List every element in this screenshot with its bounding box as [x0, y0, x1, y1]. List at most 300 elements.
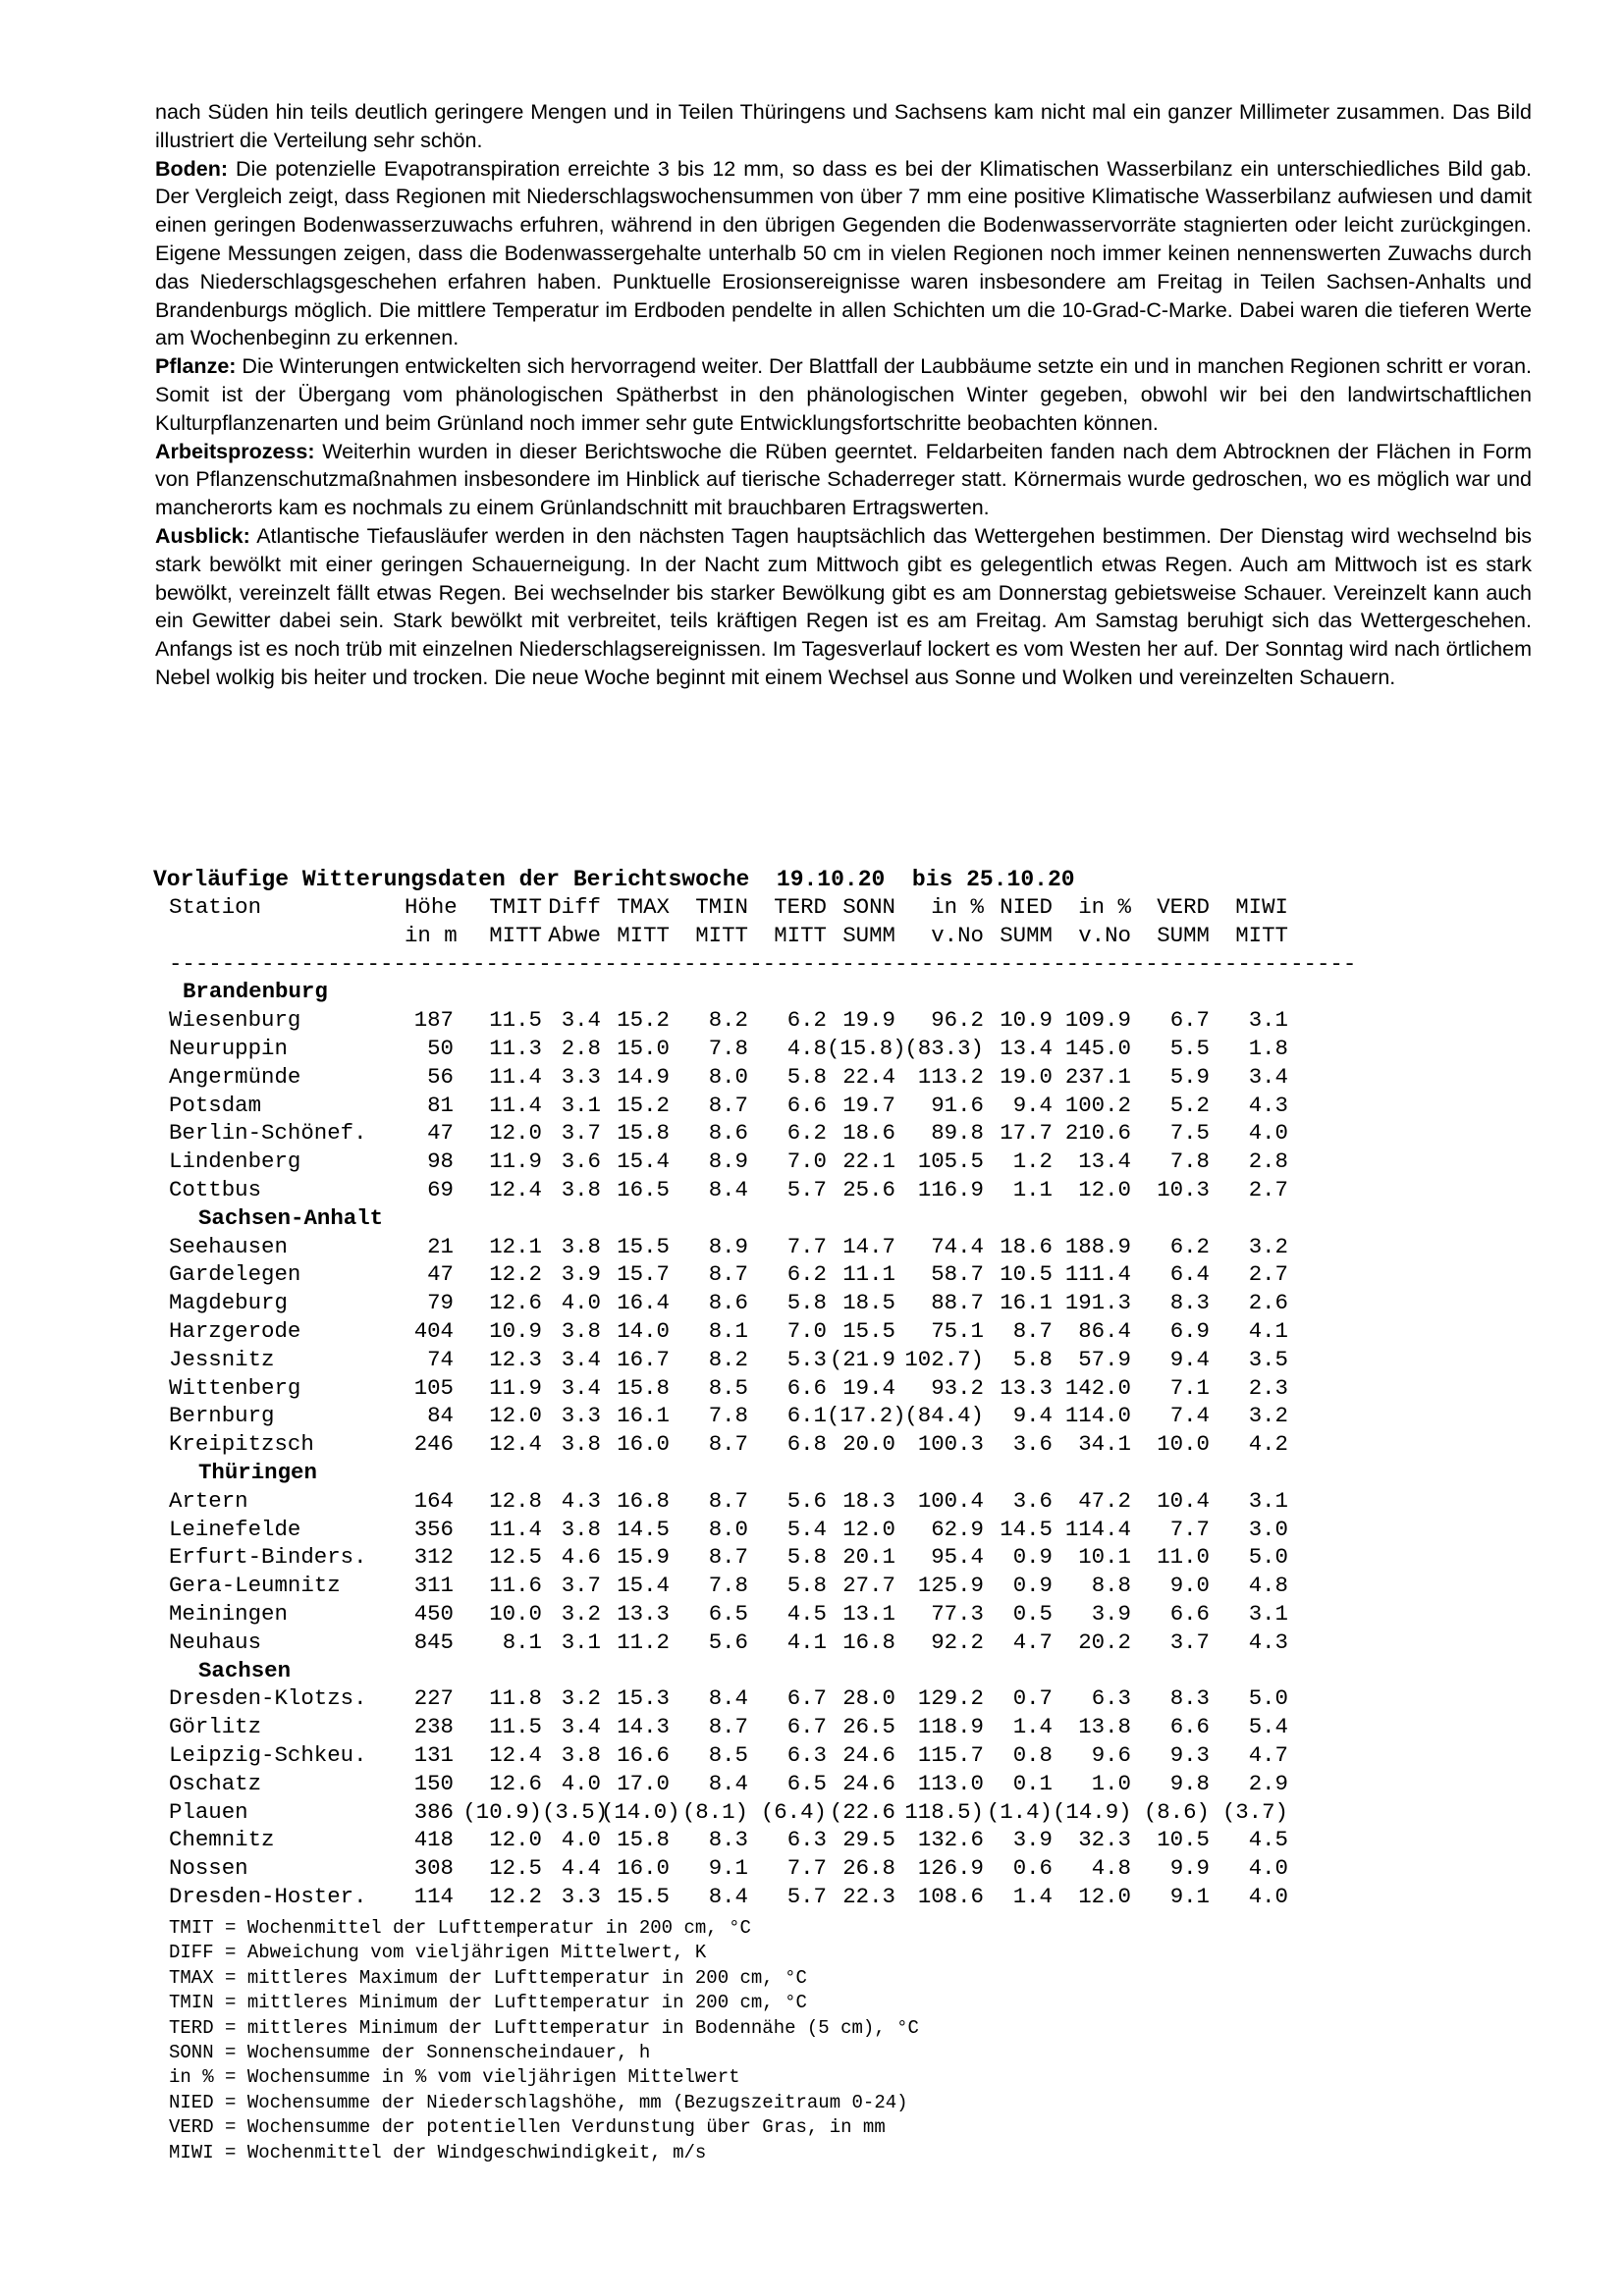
- value-cell: 15.5: [617, 1233, 670, 1259]
- value-cell: 10.0: [489, 1600, 542, 1627]
- value-cell: 19.7: [842, 1092, 895, 1118]
- value-cell: 15.9: [617, 1544, 670, 1571]
- paragraph-label: Arbeitsprozess:: [155, 439, 315, 463]
- value-cell: 14.5: [617, 1516, 670, 1542]
- paragraph-intro: nach Süden hin teils deutlich geringere Mengen und in Teilen Thüringens und Sachsens kam nicht mal ein ganzer Millimeter zusammen. Das Bild illustriert die Verteilung sehr schön.: [155, 100, 1532, 152]
- value-cell: 6.1: [786, 1403, 827, 1429]
- value-cell: 7.8: [708, 1573, 748, 1599]
- station-cell: Wittenberg: [169, 1374, 301, 1401]
- value-cell: 5.9: [1169, 1063, 1210, 1090]
- value-cell: 15.8: [617, 1374, 670, 1401]
- value-cell: 5.7: [786, 1176, 827, 1202]
- group-heading: Brandenburg: [183, 979, 328, 1005]
- value-cell: 142.0: [1064, 1374, 1131, 1401]
- paragraph-label: Boden:: [155, 156, 229, 181]
- value-cell: MIWI: [1235, 894, 1288, 920]
- table-row: [169, 1402, 1356, 1430]
- value-cell: 5.3: [786, 1346, 827, 1372]
- value-cell: 50: [427, 1035, 454, 1061]
- value-cell: (15.8): [827, 1035, 906, 1061]
- value-cell: 22.3: [842, 1883, 895, 1909]
- value-cell: 164: [413, 1487, 454, 1514]
- value-cell: 7.8: [708, 1035, 748, 1061]
- value-cell: 0.1: [1012, 1770, 1053, 1796]
- value-cell: 1.8: [1248, 1035, 1288, 1061]
- value-cell: 62.9: [931, 1516, 984, 1542]
- value-cell: 845: [413, 1629, 454, 1655]
- paragraph-pflanze: Pflanze: Die Winterungen entwickelten sich hervorragend weiter. Der Blattfall der Laubbäume setzte ein und in manchen Regionen schritt er voran. Somit ist der Übergang vom phänologischen Spätherbst in den phänologischen Winter gegeben, obwohl wir bei den landwirtschaftlichen Kulturpflanzenarten und beim Grünland noch immer sehr gute Entwicklungsfortschritte beobachten können.: [155, 354, 1532, 435]
- value-cell: 12.4: [489, 1176, 542, 1202]
- value-cell: 21: [427, 1233, 454, 1259]
- value-cell: 1.4: [1012, 1883, 1053, 1909]
- value-cell: 18.5: [842, 1290, 895, 1316]
- value-cell: MITT: [1235, 922, 1288, 948]
- value-cell: 5.6: [786, 1487, 827, 1514]
- value-cell: (8.1): [681, 1798, 748, 1825]
- value-cell: 3.3: [561, 1883, 601, 1909]
- value-cell: 0.6: [1012, 1855, 1053, 1882]
- station-cell: Potsdam: [169, 1092, 262, 1118]
- value-cell: 75.1: [931, 1317, 984, 1344]
- table-row: [169, 1543, 1356, 1572]
- value-cell: 404: [413, 1317, 454, 1344]
- value-cell: 92.2: [931, 1629, 984, 1655]
- value-cell: 16.4: [617, 1290, 670, 1316]
- value-cell: 3.8: [561, 1741, 601, 1768]
- value-cell: 29.5: [842, 1827, 895, 1853]
- value-cell: 9.1: [1169, 1883, 1210, 1909]
- table-row: [169, 1741, 1356, 1770]
- value-cell: 8.4: [708, 1176, 748, 1202]
- value-cell: 15.5: [842, 1317, 895, 1344]
- value-cell: 102.7): [904, 1346, 984, 1372]
- value-cell: 3.6: [1012, 1487, 1053, 1514]
- value-cell: 28.0: [842, 1685, 895, 1712]
- value-cell: 11.1: [842, 1261, 895, 1288]
- value-cell: 113.2: [917, 1063, 984, 1090]
- value-cell: 145.0: [1064, 1035, 1131, 1061]
- value-cell: 15.4: [617, 1573, 670, 1599]
- value-cell: 5.8: [786, 1290, 827, 1316]
- station-cell: Angermünde: [169, 1063, 301, 1090]
- value-cell: 116.9: [917, 1176, 984, 1202]
- table-row: [169, 1006, 1356, 1035]
- value-cell: 14.0: [617, 1317, 670, 1344]
- value-cell: 12.2: [489, 1883, 542, 1909]
- value-cell: 8.8: [1091, 1573, 1131, 1599]
- value-cell: 89.8: [931, 1120, 984, 1147]
- value-cell: (83.3): [904, 1035, 984, 1061]
- value-cell: in %: [931, 894, 984, 920]
- value-cell: MITT: [774, 922, 827, 948]
- value-cell: 9.4: [1012, 1092, 1053, 1118]
- value-cell: 356: [413, 1516, 454, 1542]
- station-cell: Harzgerode: [169, 1317, 301, 1344]
- value-cell: 5.8: [786, 1544, 827, 1571]
- value-cell: 14.7: [842, 1233, 895, 1259]
- table-row: [169, 1035, 1356, 1063]
- value-cell: 6.5: [708, 1600, 748, 1627]
- value-cell: 11.4: [489, 1063, 542, 1090]
- value-cell: 12.0: [1078, 1176, 1131, 1202]
- legend-line: NIED = Wochensumme der Niederschlagshöhe, mm (Bezugszeitraum 0-24): [169, 2091, 908, 2113]
- value-cell: 8.4: [708, 1685, 748, 1712]
- value-cell: 6.6: [786, 1374, 827, 1401]
- value-cell: 12.4: [489, 1431, 542, 1458]
- station-cell: Wiesenburg: [169, 1007, 301, 1034]
- value-cell: 3.3: [561, 1403, 601, 1429]
- value-cell: 8.5: [708, 1741, 748, 1768]
- value-cell: 13.8: [1078, 1714, 1131, 1740]
- value-cell: 118.5): [904, 1798, 984, 1825]
- value-cell: 9.1: [708, 1855, 748, 1882]
- station-cell: Oschatz: [169, 1770, 262, 1796]
- value-cell: 20.0: [842, 1431, 895, 1458]
- value-cell: 16.5: [617, 1176, 670, 1202]
- value-cell: 6.6: [786, 1092, 827, 1118]
- value-cell: TERD: [774, 894, 827, 920]
- value-cell: 187: [413, 1007, 454, 1034]
- station-cell: Kreipitzsch: [169, 1431, 314, 1458]
- value-cell: 5.7: [786, 1883, 827, 1909]
- value-cell: 4.0: [1248, 1120, 1288, 1147]
- value-cell: 8.2: [708, 1346, 748, 1372]
- value-cell: 188.9: [1064, 1233, 1131, 1259]
- station-cell: Cottbus: [169, 1176, 262, 1202]
- table-row: [169, 1487, 1356, 1516]
- legend-line: VERD = Wochensumme der potentiellen Verdunstung über Gras, in mm: [169, 2116, 886, 2139]
- value-cell: 18.6: [842, 1120, 895, 1147]
- value-cell: (3.7): [1221, 1798, 1288, 1825]
- value-cell: 16.8: [617, 1487, 670, 1514]
- value-cell: 7.0: [786, 1317, 827, 1344]
- table-row: [169, 1798, 1356, 1827]
- value-cell: 105.5: [917, 1148, 984, 1175]
- value-cell: 3.8: [561, 1233, 601, 1259]
- table-row: [169, 1346, 1356, 1374]
- value-cell: 4.7: [1248, 1741, 1288, 1768]
- value-cell: 3.3: [561, 1063, 601, 1090]
- value-cell: 100.2: [1064, 1092, 1131, 1118]
- value-cell: 34.1: [1078, 1431, 1131, 1458]
- value-cell: 8.2: [708, 1007, 748, 1034]
- value-cell: 3.1: [1248, 1600, 1288, 1627]
- table-row: [169, 1430, 1356, 1459]
- value-cell: 3.8: [561, 1317, 601, 1344]
- value-cell: 95.4: [931, 1544, 984, 1571]
- group-heading: Sachsen-Anhalt: [198, 1204, 384, 1231]
- value-cell: 19.0: [1000, 1063, 1053, 1090]
- value-cell: 312: [413, 1544, 454, 1571]
- value-cell: 20.2: [1078, 1629, 1131, 1655]
- station-cell: Görlitz: [169, 1714, 262, 1740]
- value-cell: TMIT: [489, 894, 542, 920]
- value-cell: 14.3: [617, 1714, 670, 1740]
- value-cell: 3.2: [561, 1685, 601, 1712]
- station-cell: Nossen: [169, 1855, 248, 1882]
- value-cell: 9.4: [1169, 1346, 1210, 1372]
- value-cell: (17.2): [827, 1403, 906, 1429]
- value-cell: 4.4: [561, 1855, 601, 1882]
- value-cell: SUMM: [1000, 922, 1053, 948]
- legend-line: MIWI = Wochenmittel der Windgeschwindigkeit, m/s: [169, 2141, 707, 2163]
- value-cell: 5.8: [1012, 1346, 1053, 1372]
- value-cell: 227: [413, 1685, 454, 1712]
- value-cell: 12.0: [489, 1120, 542, 1147]
- station-cell: Berlin-Schönef.: [169, 1120, 367, 1147]
- value-cell: 6.7: [786, 1685, 827, 1712]
- value-cell: 4.0: [1248, 1855, 1288, 1882]
- value-cell: 81: [427, 1092, 454, 1118]
- value-cell: 8.7: [1012, 1317, 1053, 1344]
- value-cell: 13.3: [1000, 1374, 1053, 1401]
- value-cell: 191.3: [1064, 1290, 1131, 1316]
- value-cell: (8.6): [1143, 1798, 1210, 1825]
- value-cell: 4.6: [561, 1544, 601, 1571]
- legend-line: TMAX = mittleres Maximum der Lufttemperatur in 200 cm, °C: [169, 1966, 807, 1989]
- value-cell: 3.4: [1248, 1063, 1288, 1090]
- value-cell: 12.1: [489, 1233, 542, 1259]
- value-cell: 3.4: [561, 1007, 601, 1034]
- value-cell: 10.1: [1078, 1544, 1131, 1571]
- value-cell: 86.4: [1078, 1317, 1131, 1344]
- value-cell: 1.4: [1012, 1714, 1053, 1740]
- value-cell: 4.8: [1091, 1855, 1131, 1882]
- table-row: [169, 1260, 1356, 1289]
- legend-line: SONN = Wochensumme der Sonnenscheindauer, h: [169, 2042, 651, 2064]
- value-cell: 4.0: [561, 1770, 601, 1796]
- value-cell: 74: [427, 1346, 454, 1372]
- value-cell: 11.8: [489, 1685, 542, 1712]
- value-cell: 16.1: [1000, 1290, 1053, 1316]
- value-cell: 14.5: [1000, 1516, 1053, 1542]
- value-cell: 6.2: [786, 1007, 827, 1034]
- value-cell: 13.3: [617, 1600, 670, 1627]
- table-row: [169, 1176, 1356, 1204]
- value-cell: 74.4: [931, 1233, 984, 1259]
- value-cell: 7.0: [786, 1148, 827, 1175]
- table-row: [169, 1317, 1356, 1346]
- value-cell: 3.4: [561, 1374, 601, 1401]
- value-cell: 15.2: [617, 1007, 670, 1034]
- value-cell: 5.6: [708, 1629, 748, 1655]
- value-cell: 3.2: [1248, 1403, 1288, 1429]
- value-cell: 3.6: [561, 1148, 601, 1175]
- value-cell: 2.7: [1248, 1261, 1288, 1288]
- value-cell: 12.0: [489, 1403, 542, 1429]
- value-cell: 132.6: [917, 1827, 984, 1853]
- value-cell: 19.9: [842, 1007, 895, 1034]
- value-cell: v.No: [931, 922, 984, 948]
- table-row: [169, 1233, 1356, 1261]
- value-cell: 12.6: [489, 1290, 542, 1316]
- value-cell: 15.8: [617, 1120, 670, 1147]
- value-cell: 8.6: [708, 1120, 748, 1147]
- value-cell: 16.1: [617, 1403, 670, 1429]
- value-cell: 7.7: [786, 1233, 827, 1259]
- value-cell: 4.1: [786, 1629, 827, 1655]
- value-cell: 111.4: [1064, 1261, 1131, 1288]
- value-cell: 4.8: [786, 1035, 827, 1061]
- value-cell: 6.3: [786, 1741, 827, 1768]
- value-cell: 22.1: [842, 1148, 895, 1175]
- station-cell: Dresden-Klotzs.: [169, 1685, 367, 1712]
- station-cell: Seehausen: [169, 1233, 288, 1259]
- value-cell: 3.8: [561, 1431, 601, 1458]
- value-cell: 13.1: [842, 1600, 895, 1627]
- value-cell: 238: [413, 1714, 454, 1740]
- value-cell: 11.5: [489, 1714, 542, 1740]
- value-cell: 11.5: [489, 1007, 542, 1034]
- value-cell: 10.9: [489, 1317, 542, 1344]
- value-cell: 418: [413, 1827, 454, 1853]
- value-cell: 108.6: [917, 1883, 984, 1909]
- value-cell: 18.6: [1000, 1233, 1053, 1259]
- station-cell: Station: [169, 894, 262, 920]
- value-cell: Höhe: [405, 894, 458, 920]
- value-cell: (14.9): [1053, 1798, 1132, 1825]
- value-cell: 0.5: [1012, 1600, 1053, 1627]
- value-cell: 3.1: [1248, 1007, 1288, 1034]
- weather-data-table: [169, 893, 1356, 1911]
- value-cell: 386: [413, 1798, 454, 1825]
- value-cell: 12.6: [489, 1770, 542, 1796]
- value-cell: 150: [413, 1770, 454, 1796]
- value-cell: 3.5: [1248, 1346, 1288, 1372]
- value-cell: 13.4: [1078, 1148, 1131, 1175]
- value-cell: 3.9: [1012, 1827, 1053, 1853]
- legend-line: in % = Wochensumme in % vom vieljährigen Mittelwert: [169, 2066, 740, 2089]
- value-cell: MITT: [617, 922, 670, 948]
- value-cell: 8.0: [708, 1516, 748, 1542]
- value-cell: 114.0: [1064, 1403, 1131, 1429]
- value-cell: 311: [413, 1573, 454, 1599]
- value-cell: 7.4: [1169, 1403, 1210, 1429]
- station-cell: Artern: [169, 1487, 248, 1514]
- value-cell: 1.0: [1091, 1770, 1131, 1796]
- value-cell: (22.6: [829, 1798, 895, 1825]
- value-cell: 10.5: [1000, 1261, 1053, 1288]
- value-cell: 9.6: [1091, 1741, 1131, 1768]
- table-row: [169, 1148, 1356, 1176]
- value-cell: 16.7: [617, 1346, 670, 1372]
- value-cell: 91.6: [931, 1092, 984, 1118]
- paragraph-label: Pflanze:: [155, 354, 237, 379]
- value-cell: 32.3: [1078, 1827, 1131, 1853]
- value-cell: 2.8: [561, 1035, 601, 1061]
- value-cell: 15.7: [617, 1261, 670, 1288]
- value-cell: 8.7: [708, 1544, 748, 1571]
- value-cell: 11.9: [489, 1374, 542, 1401]
- value-cell: 11.4: [489, 1516, 542, 1542]
- value-cell: in %: [1078, 894, 1131, 920]
- paragraph-boden: Boden: Die potenzielle Evapotranspiration erreichte 3 bis 12 mm, so dass es bei der Klimatischen Wasserbilanz ein unterschiedliches Bild gab. Der Vergleich zeigt, dass Regionen mit Niederschlagswochensummen von über 7 mm eine positive Klimatische Wasserbilanz aufwiesen und damit einen geringen Bodenwasserzuwachs erfuhren, während in den übrigen Gegenden die Bodenwasservorräte stagnierten oder leicht zurückgingen. Eigene Messungen zeigen, dass die Bodenwassergehalte unterhalb 50 cm in vielen Regionen noch immer keinen nennenswerten Zuwachs durch das Niederschlagsgeschehen erfahren haben. Punktuelle Erosionsereignisse waren insbesondere am Freitag in Teilen Sachsen-Anhalts und Brandenburgs möglich. Die mittlere Temperatur im Erdboden pendelte in allen Schichten um die 10-Grad-C-Marke. Dabei waren die tieferen Werte am Wochenbeginn zu erkennen.: [155, 156, 1532, 350]
- value-cell: TMIN: [695, 894, 748, 920]
- value-cell: 3.2: [561, 1600, 601, 1627]
- value-cell: 8.3: [1169, 1290, 1210, 1316]
- value-cell: 6.6: [1169, 1600, 1210, 1627]
- value-cell: 58.7: [931, 1261, 984, 1288]
- value-cell: 6.9: [1169, 1317, 1210, 1344]
- value-cell: SUMM: [1157, 922, 1210, 948]
- station-cell: Plauen: [169, 1798, 248, 1825]
- value-cell: 113.0: [917, 1770, 984, 1796]
- station-cell: Gardelegen: [169, 1261, 301, 1288]
- value-cell: 6.7: [786, 1714, 827, 1740]
- value-cell: 6.3: [1091, 1685, 1131, 1712]
- value-cell: 11.3: [489, 1035, 542, 1061]
- station-cell: Chemnitz: [169, 1827, 275, 1853]
- station-cell: Leipzig-Schkeu.: [169, 1741, 367, 1768]
- value-cell: 3.8: [561, 1516, 601, 1542]
- value-cell: 3.1: [561, 1092, 601, 1118]
- value-cell: 15.8: [617, 1827, 670, 1853]
- value-cell: 3.1: [1248, 1487, 1288, 1514]
- station-cell: Magdeburg: [169, 1290, 288, 1316]
- value-cell: 3.7: [561, 1573, 601, 1599]
- value-cell: 4.3: [1248, 1629, 1288, 1655]
- value-cell: 2.6: [1248, 1290, 1288, 1316]
- value-cell: 96.2: [931, 1007, 984, 1034]
- value-cell: 0.8: [1012, 1741, 1053, 1768]
- value-cell: 25.6: [842, 1176, 895, 1202]
- value-cell: 114: [413, 1883, 454, 1909]
- value-cell: 16.6: [617, 1741, 670, 1768]
- value-cell: 15.4: [617, 1148, 670, 1175]
- value-cell: 79: [427, 1290, 454, 1316]
- value-cell: 47.2: [1078, 1487, 1131, 1514]
- table-row: [169, 1374, 1356, 1403]
- value-cell: 88.7: [931, 1290, 984, 1316]
- value-cell: 3.7: [1169, 1629, 1210, 1655]
- value-cell: 5.0: [1248, 1685, 1288, 1712]
- value-cell: 15.0: [617, 1035, 670, 1061]
- value-cell: 2.8: [1248, 1148, 1288, 1175]
- value-cell: 6.2: [786, 1261, 827, 1288]
- value-cell: 2.7: [1248, 1176, 1288, 1202]
- value-cell: 6.2: [786, 1120, 827, 1147]
- table-row: [169, 1063, 1356, 1092]
- value-cell: 4.5: [786, 1600, 827, 1627]
- value-cell: 18.3: [842, 1487, 895, 1514]
- value-cell: Abwe: [548, 922, 601, 948]
- value-cell: 3.9: [561, 1261, 601, 1288]
- value-cell: 1.1: [1012, 1176, 1053, 1202]
- table-header-row: [169, 922, 1356, 950]
- station-cell: Jessnitz: [169, 1346, 275, 1372]
- value-cell: 11.0: [1157, 1544, 1210, 1571]
- value-cell: 450: [413, 1600, 454, 1627]
- table-row: [169, 1289, 1356, 1317]
- value-cell: 2.9: [1248, 1770, 1288, 1796]
- value-cell: 15.3: [617, 1685, 670, 1712]
- station-cell: Neuruppin: [169, 1035, 288, 1061]
- value-cell: (14.0): [601, 1798, 680, 1825]
- paragraph-ausblick: Ausblick: Atlantische Tiefausläufer werden in den nächsten Tagen hauptsächlich das Wettergehen bestimmen. Der Dienstag wird wechselnd bis stark bewölkt mit einer geringen Schauerneigung. In der Nacht zum Mittwoch gibt es gelegentlich etwas Regen. Auch am Mittwoch ist es stark bewölkt, vereinzelt fällt etwas Regen. Bei wechselnder bis starker Bewölkung gibt es am Donnerstag gebietsweise Schauer. Vereinzelt kann auch ein Gewitter dabei sein. Stark bewölkt mit verbreitet, teils kräftigen Regen ist es am Freitag. Am Samstag beruhigt sich das Wettergeschehen. Anfangs ist es noch trüb mit einzelnen Niederschlagsereignissen. Im Tagesverlauf lockert es vom Westen her auf. Der Sonntag wird nach örtlichem Nebel wolkig bis heiter und trocken. Die neue Woche beginnt mit einem Wechsel aus Sonne und Wolken und vereinzelten Schauern.: [155, 523, 1532, 689]
- value-cell: 0.9: [1012, 1573, 1053, 1599]
- value-cell: 9.4: [1012, 1403, 1053, 1429]
- value-cell: 8.7: [708, 1714, 748, 1740]
- value-cell: 14.9: [617, 1063, 670, 1090]
- table-row: [169, 1516, 1356, 1544]
- value-cell: 8.1: [502, 1629, 542, 1655]
- value-cell: 12.5: [489, 1544, 542, 1571]
- value-cell: in m: [405, 922, 458, 948]
- value-cell: (3.5): [542, 1798, 609, 1825]
- value-cell: 5.4: [1248, 1714, 1288, 1740]
- value-cell: 100.4: [917, 1487, 984, 1514]
- station-cell: Gera-Leumnitz: [169, 1573, 341, 1599]
